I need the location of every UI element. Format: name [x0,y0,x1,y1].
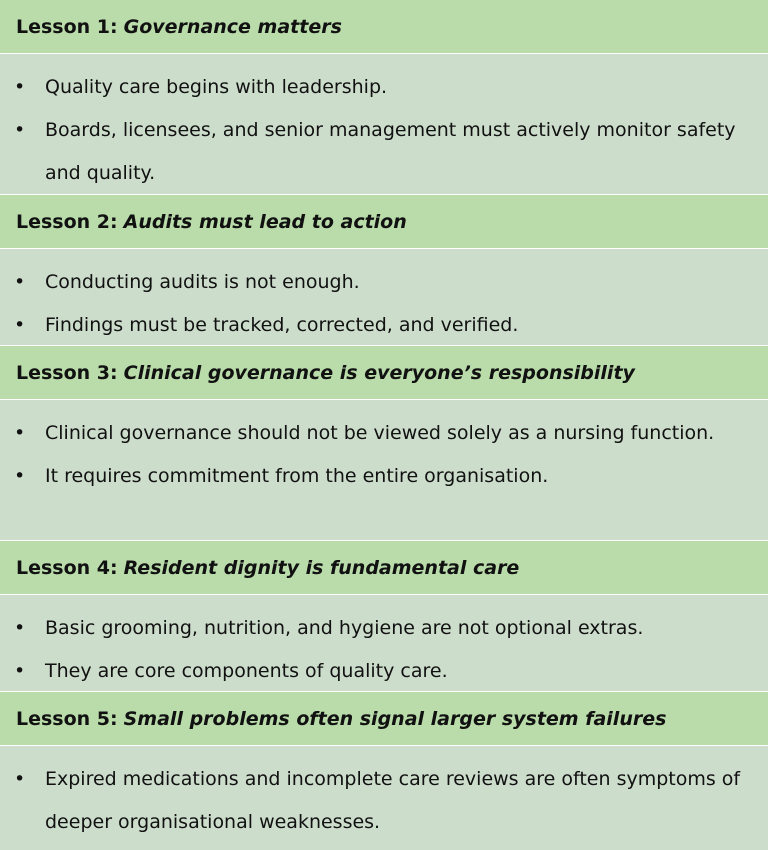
lesson-4-topic: Resident dignity is fundamental care [123,556,520,579]
bullet-icon: • [14,119,26,141]
list-item [0,304,768,347]
bullet-icon: • [14,422,26,444]
list-item [0,758,768,844]
bullet-text: Expired medications and incomplete care reviews are often symptoms of deeper organisational weaknesses. [45,768,741,833]
lesson-2-label: Lesson 2: [16,210,118,233]
list-item [0,261,768,304]
list-item [0,66,768,109]
bullet-icon: • [14,465,26,487]
lesson-1-header [0,0,768,54]
lesson-5-body [0,746,768,850]
bullet-text: Conducting audits is not enough. [45,271,360,293]
lesson-3-header [0,346,768,400]
bullet-icon: • [14,271,26,293]
lesson-1-topic: Governance matters [123,15,342,38]
bullet-text: They are core components of quality care. [45,660,448,682]
bullet-icon: • [14,768,26,790]
lesson-4-body [0,595,768,692]
list-item [0,650,768,693]
lesson-2-body [0,249,768,346]
lesson-3-body [0,400,768,541]
list-item [0,455,768,498]
bullet-icon: • [14,660,26,682]
lesson-5-header [0,692,768,746]
lesson-5-topic: Small problems often signal larger system failures [123,707,667,730]
bullet-text: Clinical governance should not be viewed solely as a nursing function. [45,422,715,444]
bullet-icon: • [14,314,26,336]
lesson-4-label: Lesson 4: [16,556,118,579]
list-item [0,607,768,650]
lesson-1-label: Lesson 1: [16,15,118,38]
bullet-icon: • [14,76,26,98]
lesson-4-header [0,541,768,595]
bullet-text: Quality care begins with leadership. [45,76,388,98]
list-item [0,412,768,455]
lesson-1-body [0,54,768,195]
lesson-2-header [0,195,768,249]
lesson-5-label: Lesson 5: [16,707,118,730]
lesson-3-topic: Clinical governance is everyone’s responsibility [123,361,635,384]
bullet-text: Basic grooming, nutrition, and hygiene are not optional extras. [45,617,644,639]
bullet-icon: • [14,617,26,639]
bullet-text: Findings must be tracked, corrected, and verified. [45,314,519,336]
bullet-text: Boards, licensees, and senior management must actively monitor safety and quality. [45,119,736,184]
list-item [0,109,768,195]
bullet-text: It requires commitment from the entire organisation. [45,465,549,487]
lesson-2-topic: Audits must lead to action [123,210,407,233]
lesson-3-label: Lesson 3: [16,361,118,384]
